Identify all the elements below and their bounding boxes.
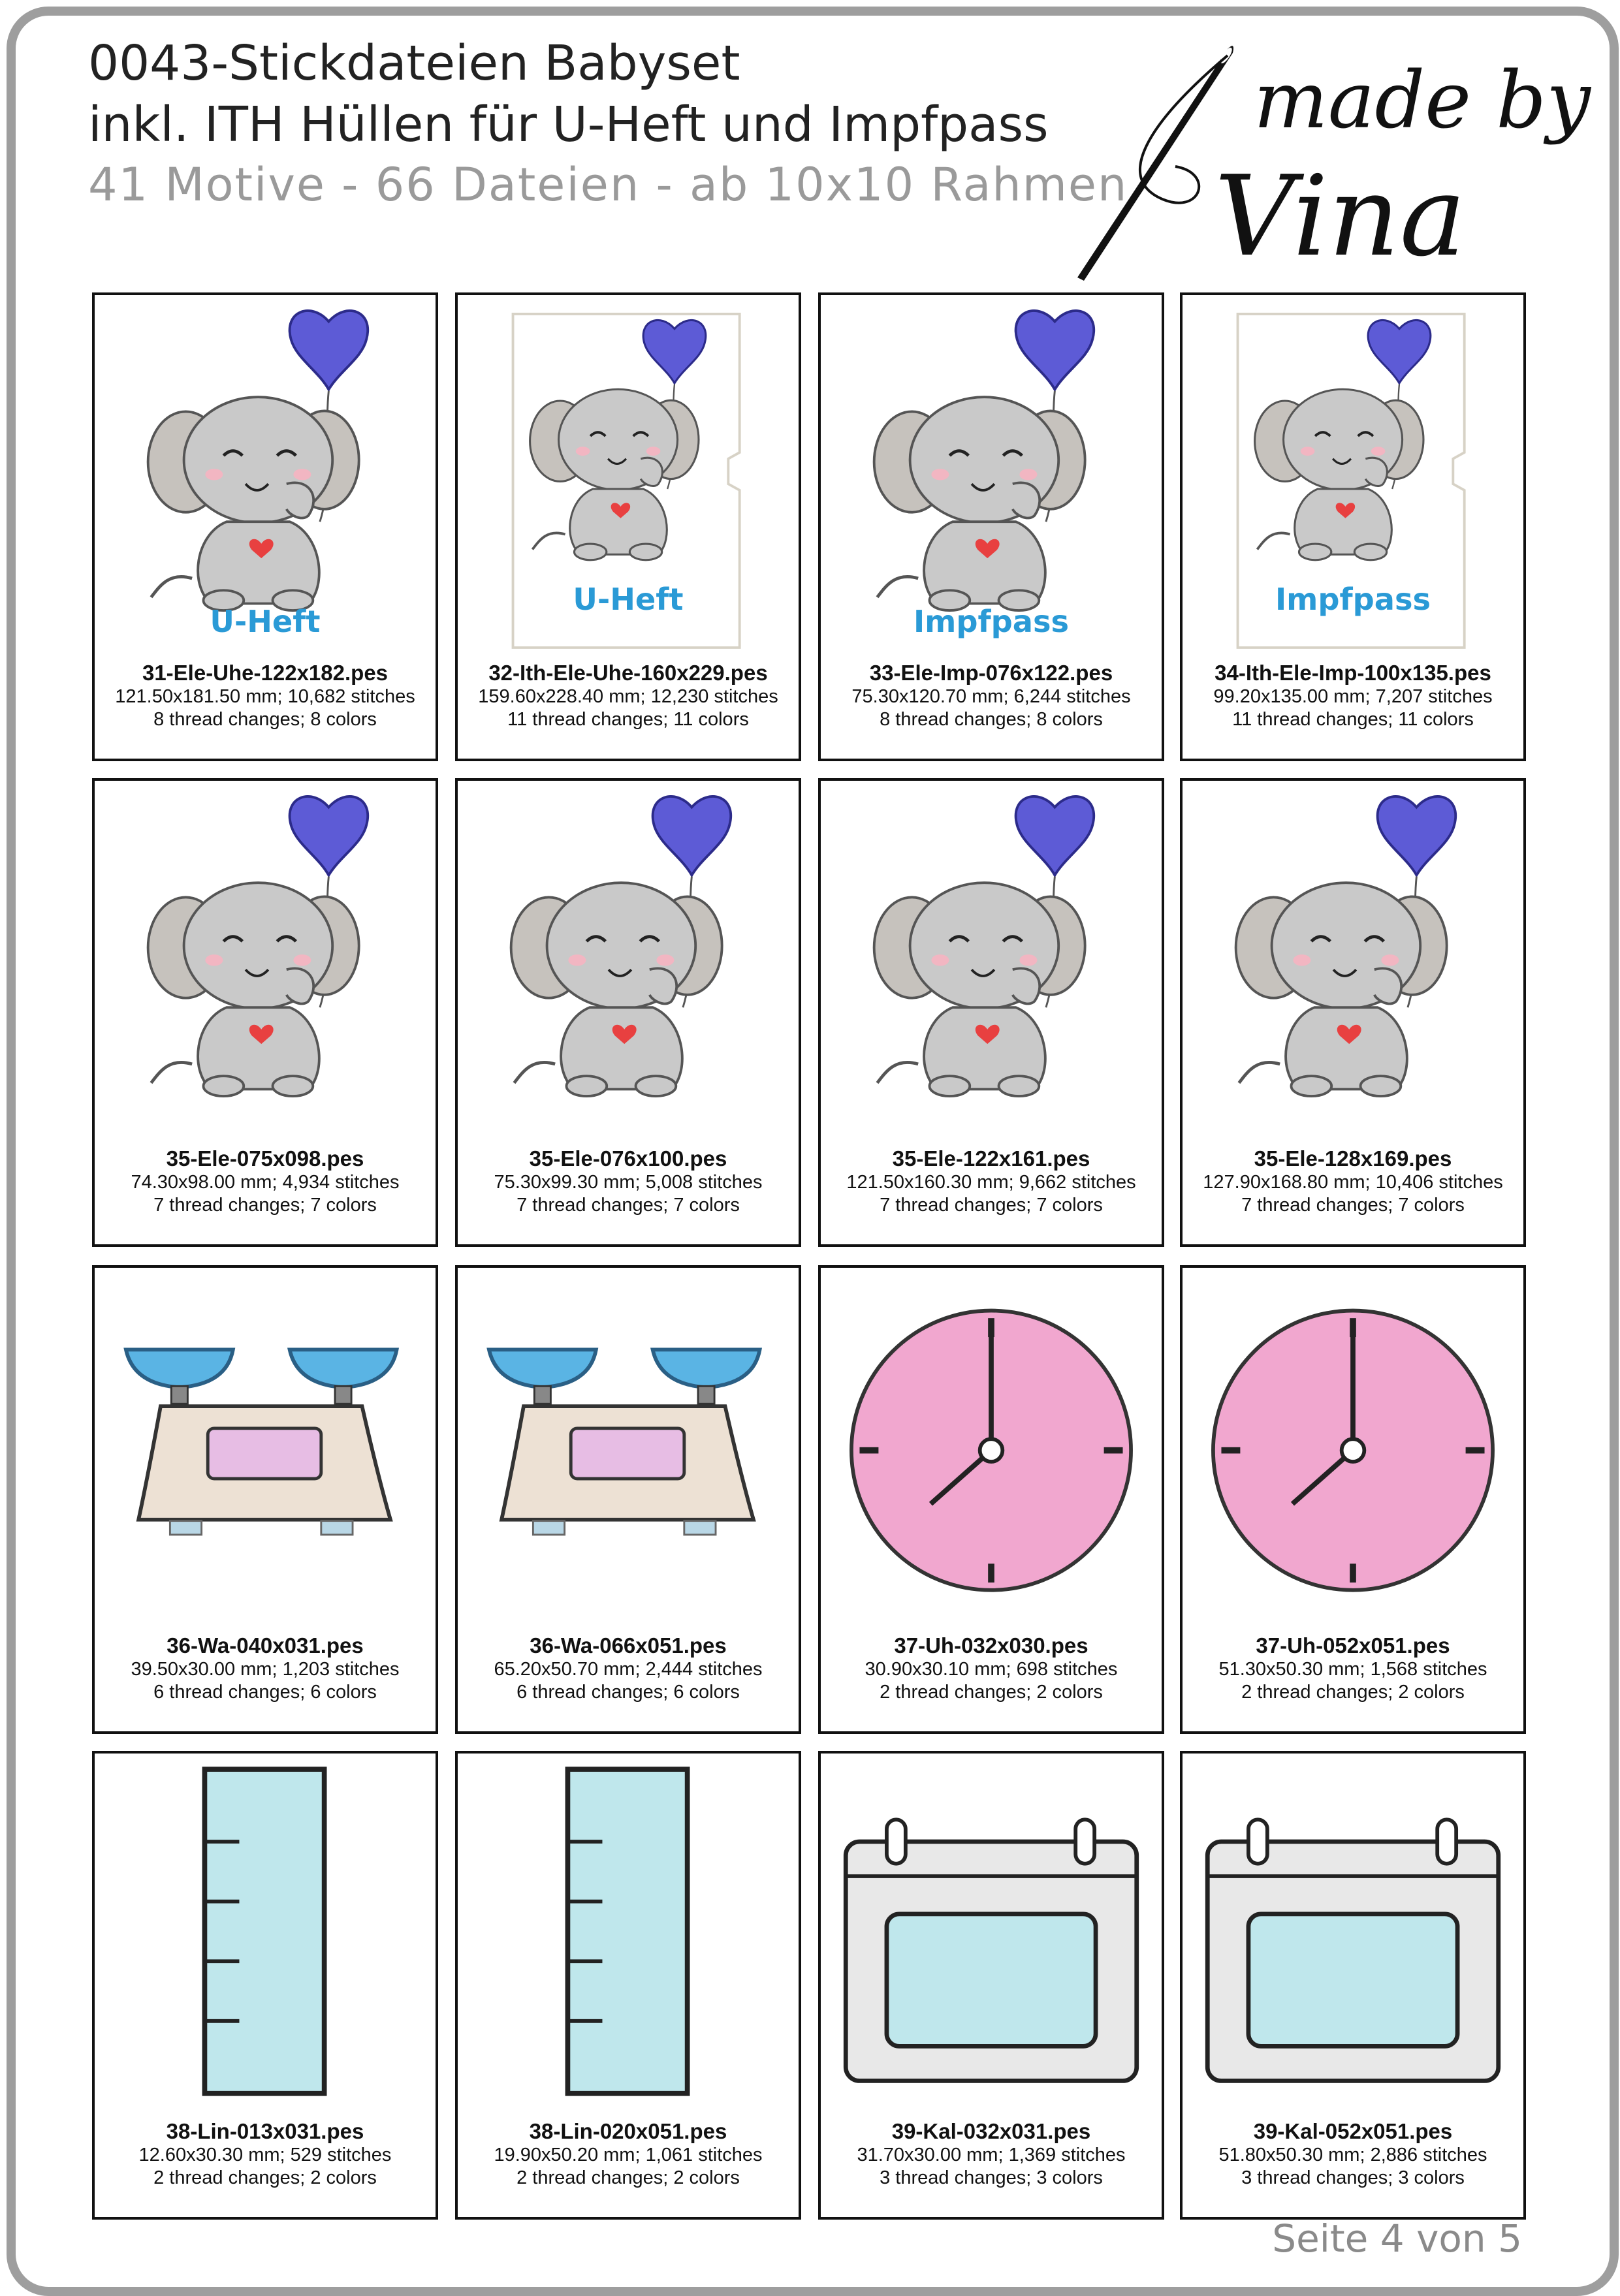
file-name: 33-Ele-Imp-076x122.pes (869, 661, 1113, 685)
thread-changes: 8 thread changes; 8 colors (880, 709, 1103, 730)
file-size-stitches: 65.20x50.70 mm; 2,444 stitches (494, 1659, 763, 1680)
file-size-stitches: 75.30x99.30 mm; 5,008 stitches (494, 1172, 763, 1193)
thread-changes: 7 thread changes; 7 colors (153, 1195, 377, 1216)
motif-caption (1183, 1146, 1523, 1217)
file-size-stitches: 99.20x135.00 mm; 7,207 stitches (1213, 686, 1493, 707)
file-size-stitches: 121.50x181.50 mm; 10,682 stitches (115, 686, 415, 707)
motif-card (455, 1751, 801, 2220)
motif-card (455, 1265, 801, 1734)
motif-caption (821, 1146, 1162, 1217)
logo-made-by: made by (1254, 55, 1591, 146)
thread-changes: 6 thread changes; 6 colors (516, 1682, 740, 1703)
thread-changes: 2 thread changes; 2 colors (880, 1682, 1103, 1703)
motif-card (92, 1265, 438, 1734)
file-size-stitches: 51.30x50.30 mm; 1,568 stitches (1218, 1659, 1487, 1680)
file-size-stitches: 12.60x30.30 mm; 529 stitches (138, 2145, 392, 2165)
elephant-balloon-icon (95, 781, 436, 1133)
file-size-stitches: 121.50x160.30 mm; 9,662 stitches (846, 1172, 1136, 1193)
page-number: Seite 4 von 5 (1272, 2216, 1522, 2261)
thread-changes: 2 thread changes; 2 colors (516, 2167, 740, 2188)
file-size-stitches: 74.30x98.00 mm; 4,934 stitches (131, 1172, 400, 1193)
ith-cover-elephant-icon (458, 295, 799, 648)
thread-changes: 2 thread changes; 2 colors (1241, 1682, 1465, 1703)
file-name: 39-Kal-032x031.pes (891, 2119, 1091, 2143)
file-size-stitches: 31.70x30.00 mm; 1,369 stitches (857, 2145, 1126, 2165)
motif-card (455, 778, 801, 1247)
motif-card (818, 778, 1164, 1247)
ruler-icon (95, 1753, 436, 2106)
file-size-stitches: 75.30x120.70 mm; 6,244 stitches (851, 686, 1131, 707)
thread-changes: 2 thread changes; 2 colors (153, 2167, 377, 2188)
elephant-balloon-icon (821, 295, 1162, 648)
file-name: 38-Lin-020x051.pes (529, 2119, 727, 2143)
calendar-icon (821, 1753, 1162, 2106)
motif-caption (458, 661, 799, 731)
motif-card (1180, 1265, 1526, 1734)
motif-card (92, 778, 438, 1247)
file-name: 32-Ith-Ele-Uhe-160x229.pes (488, 661, 768, 685)
file-name: 39-Kal-052x051.pes (1253, 2119, 1453, 2143)
made-by-vina-logo (1064, 29, 1591, 291)
file-size-stitches: 159.60x228.40 mm; 12,230 stitches (478, 686, 778, 707)
thread-changes: 7 thread changes; 7 colors (516, 1195, 740, 1216)
thread-changes: 3 thread changes; 3 colors (880, 2167, 1103, 2188)
elephant-balloon-icon (458, 781, 799, 1133)
elephant-balloon-icon (821, 781, 1162, 1133)
thread-changes: 7 thread changes; 7 colors (880, 1195, 1103, 1216)
motif-card (1180, 778, 1526, 1247)
elephant-balloon-icon (95, 295, 436, 648)
motif-label: Impfpass (1275, 582, 1431, 618)
file-size-stitches: 51.80x50.30 mm; 2,886 stitches (1218, 2145, 1487, 2165)
motif-caption (95, 661, 436, 731)
motif-card (818, 1751, 1164, 2220)
file-name: 37-Uh-052x051.pes (1256, 1633, 1450, 1658)
file-name: 35-Ele-128x169.pes (1254, 1146, 1452, 1171)
file-name: 34-Ith-Ele-Imp-100x135.pes (1215, 661, 1491, 685)
motif-label: U-Heft (210, 603, 321, 639)
motif-label: Impfpass (913, 603, 1070, 639)
file-size-stitches: 19.90x50.20 mm; 1,061 stitches (494, 2145, 763, 2165)
file-name: 37-Uh-032x030.pes (894, 1633, 1088, 1658)
clock-icon (1183, 1268, 1523, 1620)
motif-caption (458, 1146, 799, 1217)
calendar-icon (1183, 1753, 1523, 2106)
motif-caption (821, 1633, 1162, 1704)
file-name: 38-Lin-013x031.pes (166, 2119, 364, 2143)
file-name: 36-Wa-066x051.pes (530, 1633, 727, 1658)
title-line-1: 0043-Stickdateien Babyset (88, 35, 740, 91)
file-name: 35-Ele-076x100.pes (529, 1146, 727, 1171)
motif-card (455, 292, 801, 761)
thread-changes: 11 thread changes; 11 colors (1232, 709, 1474, 730)
scale-icon (458, 1268, 799, 1620)
motif-caption (821, 661, 1162, 731)
thread-changes: 11 thread changes; 11 colors (507, 709, 749, 730)
motif-caption (95, 1633, 436, 1704)
motif-caption (458, 2119, 799, 2190)
title-line-2: inkl. ITH Hüllen für U-Heft und Impfpass (88, 97, 1049, 153)
motif-label: U-Heft (573, 582, 684, 618)
motif-caption (1183, 661, 1523, 731)
motif-caption (95, 1146, 436, 1217)
scale-icon (95, 1268, 436, 1620)
motif-card (818, 292, 1164, 761)
motif-caption (458, 1633, 799, 1704)
file-name: 36-Wa-040x031.pes (167, 1633, 364, 1658)
clock-icon (821, 1268, 1162, 1620)
page-header (88, 33, 1128, 214)
file-size-stitches: 30.90x30.10 mm; 698 stitches (865, 1659, 1118, 1680)
thread-changes: 8 thread changes; 8 colors (153, 709, 377, 730)
motif-card (1180, 292, 1526, 761)
file-size-stitches: 127.90x168.80 mm; 10,406 stitches (1203, 1172, 1503, 1193)
ruler-icon (458, 1753, 799, 2106)
ith-cover-elephant-icon (1183, 295, 1523, 648)
motif-caption (821, 2119, 1162, 2190)
file-name: 35-Ele-075x098.pes (166, 1146, 364, 1171)
motif-card (818, 1265, 1164, 1734)
thread-changes: 7 thread changes; 7 colors (1241, 1195, 1465, 1216)
motif-caption (1183, 2119, 1523, 2190)
motif-caption (95, 2119, 436, 2190)
file-size-stitches: 39.50x30.00 mm; 1,203 stitches (131, 1659, 400, 1680)
thread-changes: 3 thread changes; 3 colors (1241, 2167, 1465, 2188)
motif-card (92, 1751, 438, 2220)
logo-vina: Vina (1215, 152, 1466, 281)
motif-card (92, 292, 438, 761)
thread-changes: 6 thread changes; 6 colors (153, 1682, 377, 1703)
file-name: 31-Ele-Uhe-122x182.pes (142, 661, 389, 685)
file-name: 35-Ele-122x161.pes (892, 1146, 1090, 1171)
elephant-balloon-icon (1183, 781, 1523, 1133)
motif-card (1180, 1751, 1526, 2220)
motif-caption (1183, 1633, 1523, 1704)
subtitle-line: 41 Motive - 66 Dateien - ab 10x10 Rahmen (88, 158, 1128, 212)
